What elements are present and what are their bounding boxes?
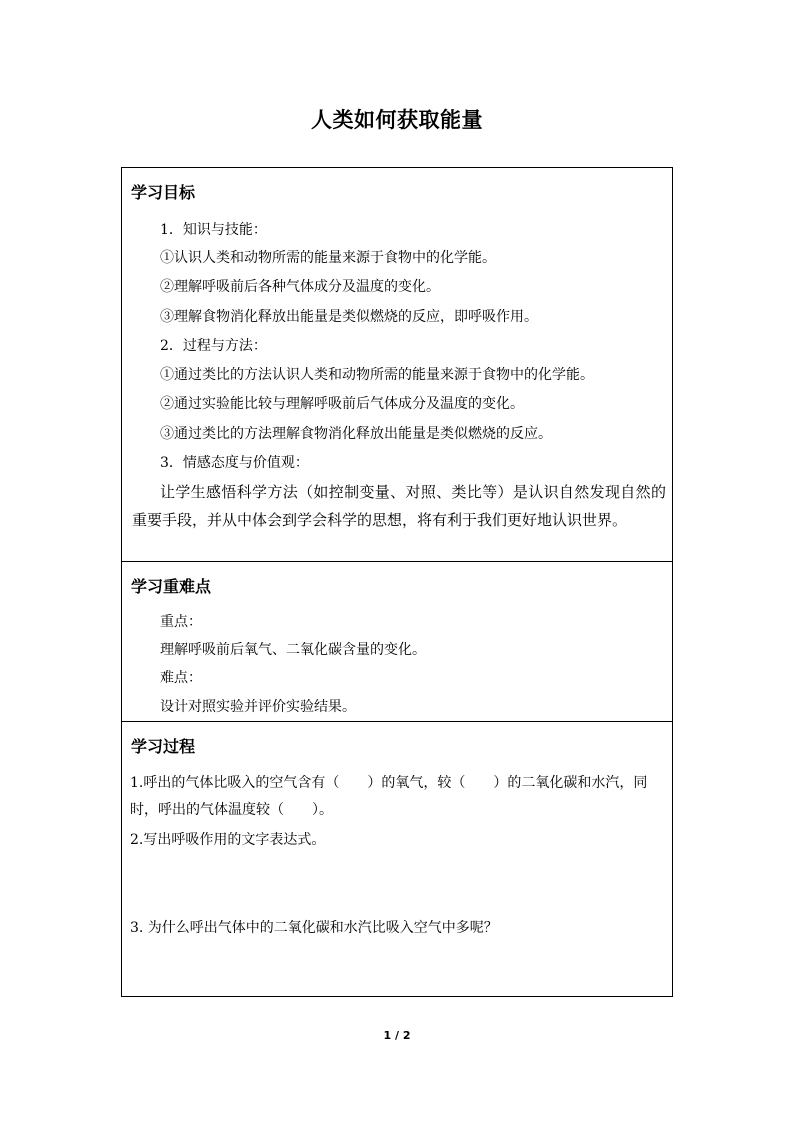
page-number: 1 / 2: [383, 1029, 411, 1042]
difficulty-text: 设计对照实验并评价实验结果。: [160, 699, 356, 715]
knowledge-point-2: ②理解呼吸前后各种气体成分及温度的变化。: [160, 279, 440, 295]
process-point-2: ②通过实验能比较与理解呼吸前后气体成分及温度的变化。: [160, 396, 524, 412]
knowledge-point-3: ③理解食物消化释放出能量是类似燃烧的反应，即呼吸作用。: [160, 309, 538, 325]
process-point-3: ③通过类比的方法理解食物消化释放出能量是类似燃烧的反应。: [160, 426, 552, 442]
focus-text: 理解呼吸前后氧气、二氧化碳含量的变化。: [160, 642, 426, 658]
page-title: 人类如何获取能量: [311, 108, 483, 132]
question-3: 3. 为什么呼出气体中的二氧化碳和水汽比吸入空气中多呢？: [130, 920, 498, 936]
objectives-section: [122, 168, 672, 562]
process-method-label: 2．过程与方法：: [160, 338, 267, 354]
key-points-heading: 学习重难点: [131, 577, 212, 596]
question-2: 2.写出呼吸作用的文字表达式。: [130, 832, 326, 848]
process-heading: 学习过程: [131, 737, 196, 756]
worksheet-table: [121, 167, 673, 997]
attitude-values-label: 3．情感态度与价值观：: [160, 455, 309, 471]
difficulty-label: 难点：: [160, 670, 202, 686]
attitude-values-paragraph: 让学生感悟科学方法（如控制变量、对照、类比等）是认识自然发现自然的重要手段，并从中体会到学会科学的思想，将有利于我们更好地认识世界。: [132, 483, 666, 529]
objectives-heading: 学习目标: [131, 183, 196, 202]
knowledge-point-1: ①认识人类和动物所需的能量来源于食物中的化学能。: [160, 250, 496, 266]
key-points-section: [122, 562, 672, 722]
focus-label: 重点：: [160, 614, 202, 630]
question-1: 1.呼出的气体比吸入的空气含有（ ）的氧气，较（ ）的二氧化碳和水汽，同时，呼出的气体温度较（ ）。: [130, 775, 648, 818]
knowledge-skills-label: 1．知识与技能：: [160, 222, 267, 238]
process-section: [122, 722, 672, 998]
process-point-1: ①通过类比的方法认识人类和动物所需的能量来源于食物中的化学能。: [160, 367, 594, 383]
